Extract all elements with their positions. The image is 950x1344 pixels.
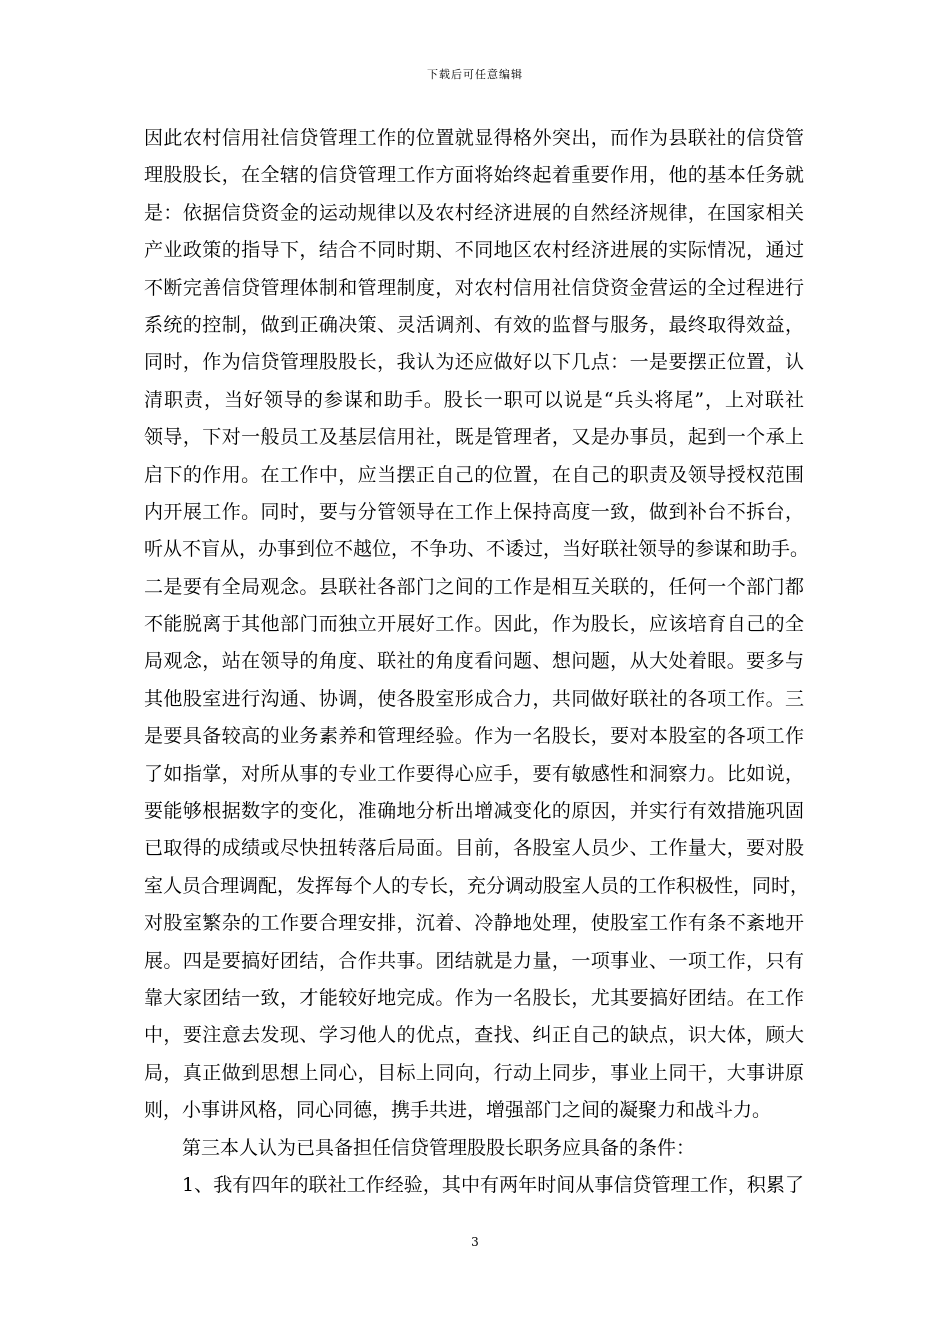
text-line: 清职责，当好领导的参谋和助手。股长一职可以说是“兵头将尾”，上对联社 [144, 388, 804, 411]
text-line: 靠大家团结一致，才能较好地完成。作为一名股长，尤其要搞好团结。在工作 [144, 986, 804, 1009]
paragraph-heading: 第三本人认为已具备担任信贷管理股股长职务应具备的条件： [182, 1136, 696, 1159]
text-line: 则，小事讲风格，同心同德，携手共进，增强部门之间的凝聚力和战斗力。 [144, 1099, 772, 1122]
text-line: 要能够根据数字的变化，准确地分析出增减变化的原因，并实行有效措施巩固 [144, 800, 804, 823]
text-line: 因此农村信用社信贷管理工作的位置就显得格外突出，而作为县联社的信贷管 [144, 127, 804, 149]
text-line: 系统的控制，做到正确决策、灵活调剂、有效的监督与服务，最终取得效益， [144, 313, 804, 336]
text-line: 启下的作用。在工作中，应当摆正自己的位置，在自己的职责及领导授权范围 [144, 463, 804, 486]
text-line: 已取得的成绩或尽快扭转落后局面。目前，各股室人员少、工作量大，要对股 [144, 837, 804, 860]
text-line: 二是要有全局观念。县联社各部门之间的工作是相互关联的，任何一个部门都 [144, 575, 804, 598]
text-line: 中，要注意去发现、学习他人的优点，查找、纠正自己的缺点，识大体，顾大 [144, 1024, 804, 1047]
text-line: 局观念，站在领导的角度、联社的角度看问题、想问题，从大处着眼。要多与 [144, 650, 804, 673]
text-line: 是：依据信贷资金的运动规律以及农村经济进展的自然经济规律，在国家相关 [144, 201, 804, 224]
page-number: 3 [471, 1235, 479, 1249]
page-header: 下载后可任意编辑 [427, 68, 523, 81]
text-line: 对股室繁杂的工作要合理安排，沉着、冷静地处理，使股室工作有条不紊地开 [144, 912, 804, 935]
text-line: 了如指掌，对所从事的专业工作要得心应手，要有敏感性和洞察力。比如说， [144, 762, 804, 785]
text-line: 内开展工作。同时，要与分管领导在工作上保持高度一致，做到补台不拆台， [144, 500, 804, 523]
text-line: 不能脱离于其他部门而独立开展好工作。因此，作为股长，应该培育自己的全 [144, 613, 804, 636]
list-item: 1、我有四年的联社工作经验，其中有两年时间从事信贷管理工作，积累了 [182, 1173, 804, 1196]
text-line: 产业政策的指导下，结合不同时期、不同地区农村经济进展的实际情况，通过 [144, 239, 804, 262]
text-line: 是要具备较高的业务素养和管理经验。作为一名股长，要对本股室的各项工作 [144, 725, 804, 748]
text-line: 局，真正做到思想上同心，目标上同向，行动上同步，事业上同干，大事讲原 [144, 1061, 804, 1084]
text-line: 理股股长，在全辖的信贷管理工作方面将始终起着重要作用，他的基本任务就 [144, 164, 804, 187]
document-body [144, 120, 810, 1204]
text-line: 室人员合理调配，发挥每个人的专长，充分调动股室人员的工作积极性，同时， [144, 874, 810, 897]
text-line: 听从不盲从，办事到位不越位，不争功、不诿过，当好联社领导的参谋和助手。 [144, 538, 810, 561]
text-line: 其他股室进行沟通、协调，使各股室形成合力，共同做好联社的各项工作。三 [144, 687, 804, 710]
text-line: 领导，下对一般员工及基层信用社，既是管理者，又是办事员，起到一个承上 [144, 426, 804, 449]
text-line: 同时，作为信贷管理股股长，我认为还应做好以下几点：一是要摆正位置，认 [144, 351, 804, 374]
text-line: 展。四是要搞好团结，合作共事。团结就是力量，一项事业、一项工作，只有 [144, 949, 804, 972]
text-line: 不断完善信贷管理体制和管理制度，对农村信用社信贷资金营运的全过程进行 [144, 276, 804, 299]
